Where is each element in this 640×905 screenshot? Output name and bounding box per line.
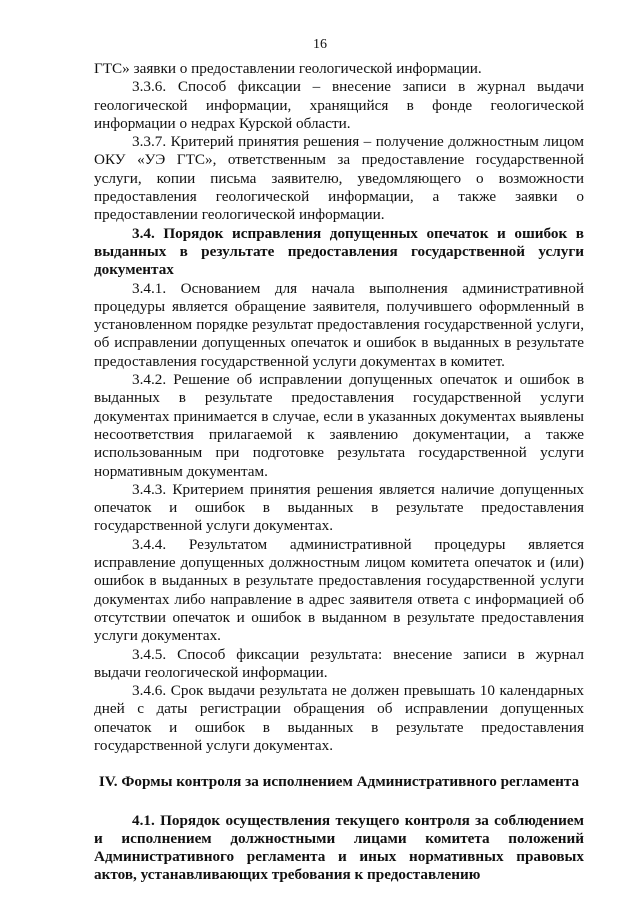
paragraph-3-4-4: 3.4.4. Результатом административной процедуры является исправление допущенных должностным лицом комитета опечаток и (или) ошибок в выданных в результате предоставления государственной услуги документах либо направление в адрес заявителя ответа с информацией об отсутствии опечаток и ошибок в выданном в результате предоставления услуги документах. [94,535,584,645]
paragraph-3-3-7: 3.3.7. Критерий принятия решения – получение должностным лицом ОКУ «УЭ ГТС», ответственным за предоставление государственной услуги, копии письма заявителю, уведомляющего о возможности предоставления геологической информации, а также заявки о предоставлении геологической информации. [94,133,584,224]
paragraph-3-4-2: 3.4.2. Решение об исправлении допущенных опечаток и ошибок в выданных в результате предоставления государственной услуги документах принимается в случае, если в указанных документах выявлены несоответствия прилагаемой к заявлению документации, а также использованным при подготовке результата государственной услуги нормативным документам. [94,371,584,480]
paragraph-3-3-6: 3.3.6. Способ фиксации – внесение записи в журнал выдачи геологической информации, хранящийся в фонде геологической информации о недрах Курской области. [94,78,584,132]
paragraph-3-4-5: 3.4.5. Способ фиксации результата: внесение записи в журнал выдачи геологической информации. [94,645,584,681]
paragraph-3-4-1: 3.4.1. Основанием для начала выполнения административной процедуры является обращение заявителя, получившего оформленный в установленном порядке результат предоставления государственной услуги, об исправлении допущенных опечаток и ошибок в выданных в результате предоставления государственной услуги документах в комитет. [94,279,584,370]
heading-4-1: 4.1. Порядок осуществления текущего контроля за соблюдением и исполнением должностными лицами комитета положений Административного регламента и иных нормативных правовых актов, устанавливающих требования к предоставлению [94,811,584,884]
page-number: 16 [313,37,327,52]
paragraph-3-4-3: 3.4.3. Критерием принятия решения является наличие допущенных опечаток и ошибок в выданных в результате предоставления государственной услуги документах. [94,480,584,535]
paragraph-continuation: ГТС» заявки о предоставлении геологической информации. [94,60,482,77]
page-body [94,60,584,885]
section-iv-title: IV. Формы контроля за исполнением Административного регламента [98,773,580,791]
heading-3-4: 3.4. Порядок исправления допущенных опечаток и ошибок в выданных в результате предоставления государственной услуги документах [94,224,584,279]
paragraph-3-4-6: 3.4.6. Срок выдачи результата не должен превышать 10 календарных дней с даты регистрации обращения об исправлении допущенных опечаток и ошибок в выданных в результате предоставления государственной услуги документах. [94,682,584,754]
